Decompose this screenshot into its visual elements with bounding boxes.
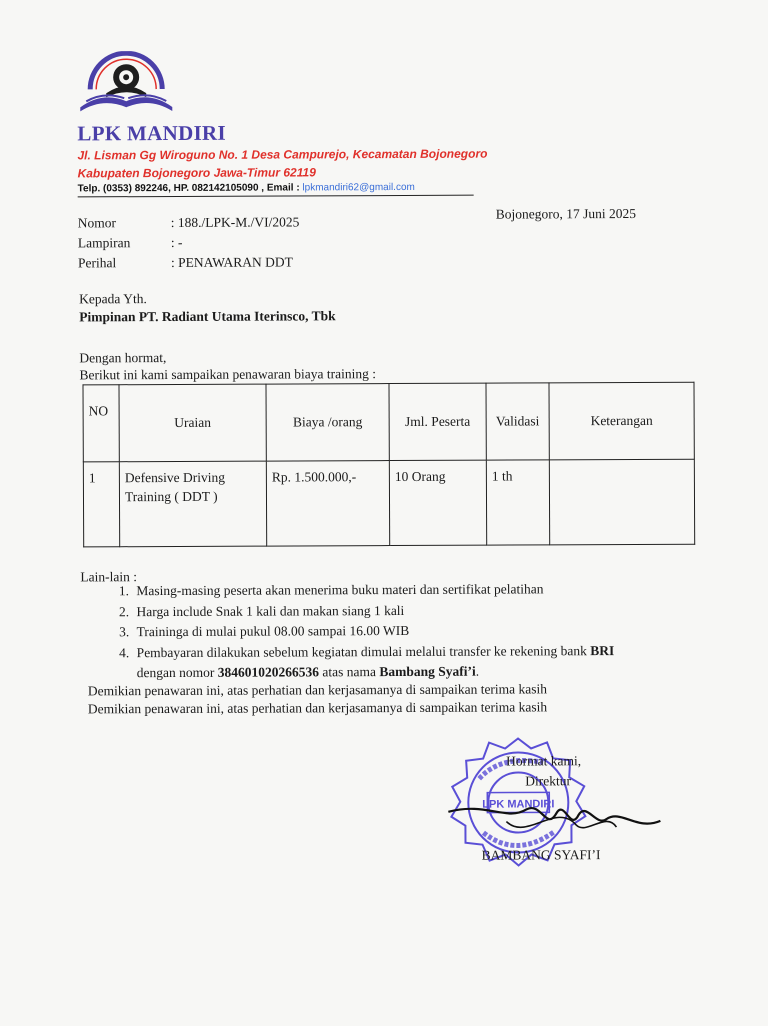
recipient-greeting: Kepada Yth. bbox=[79, 291, 147, 307]
email-link[interactable]: lpkmandiri62@gmail.com bbox=[302, 181, 415, 194]
address-line-1: Jl. Lisman Gg Wiroguno No. 1 Desa Campurejo, Kecamatan Bojonegoro bbox=[77, 146, 488, 163]
nomor-value: : 188./LPK-M./VI/2025 bbox=[170, 214, 300, 230]
payment-text-2: dengan nomor bbox=[136, 664, 218, 681]
table-row bbox=[83, 459, 694, 547]
list-item: 3. Traininga di mulai pukul 08.00 sampai 16.00 WIB bbox=[133, 620, 733, 643]
stamp-text: LPK MANDIRI bbox=[482, 798, 555, 811]
closing-line-1: Demikian penawaran ini, atas perhatian dan kerjasamanya di sampaikan terima kasih bbox=[87, 681, 548, 699]
lampiran-value: : - bbox=[170, 234, 183, 250]
cell-no: 1 bbox=[83, 462, 119, 547]
letter-date: Bojonegoro, 17 Juni 2025 bbox=[495, 205, 637, 222]
payment-text-end: . bbox=[475, 663, 480, 679]
table-header-row bbox=[83, 382, 694, 462]
list-item: 2. Harga include Snak 1 kali dan makan siang 1 kali bbox=[132, 599, 732, 622]
nomor-label: Nomor bbox=[77, 215, 117, 231]
header-peserta: Jml. Peserta bbox=[389, 383, 486, 460]
account-number: 384601020266536 bbox=[217, 664, 320, 680]
perihal-label: Perihal bbox=[77, 255, 117, 271]
account-name: Bambang Syafi’i bbox=[379, 663, 476, 680]
cell-keterangan bbox=[549, 459, 694, 545]
lampiran-label: Lampiran bbox=[77, 235, 131, 251]
uraian-line-2: Training ( DDT ) bbox=[124, 488, 218, 505]
notes-heading: Lain-lain : bbox=[80, 569, 137, 585]
cell-biaya: Rp. 1.500.000,- bbox=[266, 461, 389, 547]
header-no: NO bbox=[83, 385, 119, 462]
payment-text: Pembayaran dilakukan sebelum kegiatan dimulai melalui transfer ke rekening bank bbox=[136, 642, 591, 660]
cell-validasi: 1 th bbox=[486, 460, 549, 545]
header-biaya: Biaya /orang bbox=[266, 384, 389, 462]
closing-line-2: Demikian penawaran ini, atas perhatian dan kerjasamanya di sampaikan terima kasih bbox=[87, 699, 548, 717]
intro-text: Berikut ini kami sampaikan penawaran biaya training : bbox=[79, 366, 377, 383]
address-line-2: Kabupaten Bojonegoro Jawa-Timur 62119 bbox=[77, 165, 316, 181]
contact-line bbox=[78, 182, 415, 194]
notes-list bbox=[110, 579, 732, 684]
list-item: 1. Masing-masing peserta akan menerima buku materi dan sertifikat pelatihan bbox=[132, 579, 732, 602]
cell-uraian bbox=[119, 461, 266, 547]
header-validasi: Validasi bbox=[486, 383, 549, 460]
header-keterangan: Keterangan bbox=[549, 382, 694, 460]
salutation: Dengan hormat, bbox=[79, 350, 167, 366]
lpk-logo bbox=[76, 51, 176, 113]
letterhead-divider bbox=[78, 195, 474, 198]
list-item bbox=[133, 640, 733, 684]
payment-text-3: atas nama bbox=[318, 664, 380, 680]
uraian-line-1: Defensive Driving bbox=[124, 469, 226, 486]
handwritten-signature bbox=[446, 791, 666, 852]
bank-name: BRI bbox=[590, 642, 615, 658]
regards-text: Hormat kami, bbox=[506, 753, 582, 769]
cell-peserta: 10 Orang bbox=[389, 460, 486, 545]
recipient-name: Pimpinan PT. Radiant Utama Iterinsco, Tbk bbox=[79, 308, 336, 325]
signer-title: Direktur bbox=[525, 773, 571, 789]
contact-phones: Telp. (0353) 892246, HP. 082142105090 , Email : bbox=[77, 182, 303, 195]
header-uraian: Uraian bbox=[119, 384, 266, 462]
offer-table bbox=[82, 382, 695, 548]
org-name: LPK MANDIRI bbox=[77, 120, 226, 146]
perihal-value: : PENAWARAN DDT bbox=[170, 254, 293, 270]
signer-name: BAMBANG SYAFI’I bbox=[481, 847, 601, 863]
